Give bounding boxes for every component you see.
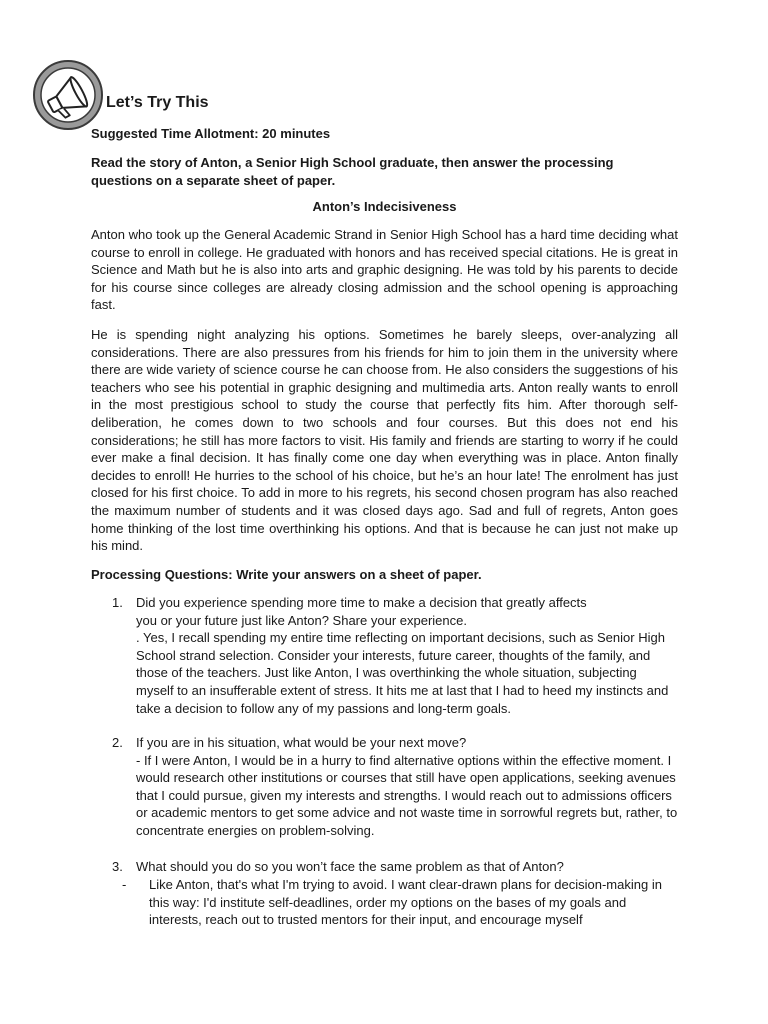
story-paragraph: Anton who took up the General Academic Strand in Senior High School has a hard time deciding what course to enroll in college. He graduated with honors and has received special citations. He is great in Science and Math but he is also into arts and graphic designing. He was told by his parents to decide for his course since colleges are already closing admission and the school opening is approaching fast.	[91, 227, 678, 313]
question-text: If you are in his situation, what would be your next move?	[136, 735, 467, 750]
megaphone-icon	[32, 59, 104, 131]
answer-text: Like Anton, that's what I'm trying to avoid. I want clear-drawn plans for decision-making in this way: I'd institute self-deadlines, order my options on the bases of my goals and interests, reach out to trusted mentors for their input, and encourage myself	[149, 877, 662, 928]
processing-questions-title: Processing Questions: Write your answers on a sheet of paper.	[91, 567, 482, 582]
list-dash: -	[122, 877, 127, 892]
story-paragraph: He is spending night analyzing his options. Sometimes he barely sleeps, over-analyzing all considerations. There are also pressures from his friends for him to join them in the university where there are wide variety of science course he can choose from. He also considers the suggestions of his teachers who see his potential in graphic designing and multimedia arts. Anton really wants to enroll in the most prestigious school to study the course that perfectly fits him. After thorough self-deliberation, he comes down to two schools and four courses. But this does not end his considerations; he still has more factors to visit. His family and friends are starting to worry if he could ever make a final decision. It has finally come one day when everything was in place. Anton finally decides to enroll! He hurries to the school of his choice, but he’s an hour late! The enrolment has just closed for his first choice. To add in more to his regrets, his second chosen program has also reached the maximum number of students and it was closed days ago. Sad and full of regrets, Anton goes home thinking of the lost time overthinking his options. And that is because he can just not make up his mind.	[91, 327, 678, 554]
instructions: Read the story of Anton, a Senior High School graduate, then answer the processing questions on a separate sheet of paper.	[91, 155, 614, 188]
story-title: Anton’s Indecisiveness	[312, 199, 457, 214]
page-heading: Let’s Try This	[106, 94, 209, 111]
question-number: 1.	[112, 595, 123, 610]
answer-text: . Yes, I recall spending my entire time reflecting on important decisions, such as Senior High School strand selection. Consider your interests, future career, thoughts of the family, and those of the teachers. Just like Anton, I was overthinking the whole situation, subjecting myself to an insufferable extent of stress. It hits me at last that I had to heed my instincts and take a decision to follow any of my passions and long-term goals.	[136, 630, 669, 716]
question-number: 3.	[112, 859, 123, 874]
time-allotment: Suggested Time Allotment: 20 minutes	[91, 126, 331, 141]
question-text: What should you do so you won’t face the same problem as that of Anton?	[136, 859, 564, 874]
question-number: 2.	[112, 735, 123, 750]
answer-text: - If I were Anton, I would be in a hurry to find alternative options within the effective moment. I would research other institutions or courses that still have open applications, seeking avenues that I could pursue, given my interests and strengths. I would reach out to admissions officers or academic mentors to get some advice and not waste time in sorrowful regrets but, rather, to concentrate energies on problem-solving.	[136, 752, 678, 838]
question-text: Did you experience spending more time to make a decision that greatly affects you or your future just like Anton? Share your experience.	[136, 595, 587, 628]
